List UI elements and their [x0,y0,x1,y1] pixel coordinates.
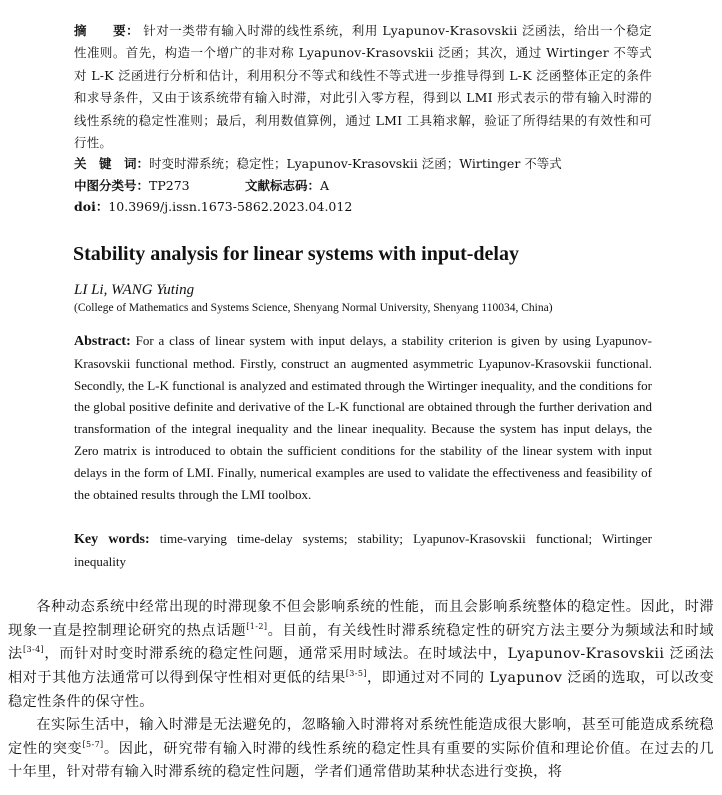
doc-code-label: 文献标志码： [245,178,321,193]
affiliation: (College of Mathematics and Systems Science, Shenyang Normal University, Shenyang 110034, China) [74,302,553,314]
intro-p2-text-b: 。因此，研究带有输入时滞的线性系统的稳定性具有重要的实际价值和理论价值。在过去的几十年里，针对带有输入时滞系统的稳定性问题，学者们通常借助某种状态进行变换，将 [8,740,714,781]
citation-2: [3-4] [22,645,45,655]
intro-p2-text-a: 在实际生活中，输入时滞是无法避免的，忽略输入时滞将对系统性能造成很大影响，甚至可能造成系统稳定性的突变 [8,717,714,757]
citation-1: [1-2] [246,621,268,631]
cn-keywords [74,154,652,174]
cn-keywords-label: 关 键 词： [74,156,150,171]
en-keywords-label: Key words: [74,532,150,547]
classification-line [74,176,652,196]
citation-3: [3-5] [345,669,367,679]
en-abstract [74,330,652,505]
cn-keywords-text: 时变时滞系统；稳定性；Lyapunov-Krasovskii 泛函；Wirtinger 不等式 [149,156,562,171]
cn-abstract [74,20,652,154]
intro-p1-text-c: ，而针对时变时滞系统的稳定性问题，通常采用时域法。在时域法中，Lyapunov-Krasovskii 泛函法相对于其他方法通常可以得到保守性相对更低的结果 [8,646,714,687]
citation-4: [5-7] [82,739,104,749]
doi-line [74,197,652,217]
intro-paragraph-2 [8,714,714,785]
intro-p1-text-d: ，即通过对不同的 Lyapunov 泛函的选取，可以改变稳定性条件的保守性。 [8,670,715,710]
doc-code-value: A [320,178,330,193]
en-keywords [74,528,652,573]
intro-p1-text-a: 各种动态系统中经常出现的时滞现象不但会影响系统的性能，而且会影响系统整体的稳定性。因此，时滞现象一直是控制理论研究的热点话题 [8,599,714,639]
paper-title-en: Stability analysis for linear systems with input-delay [73,243,519,265]
en-abstract-text: For a class of linear system with input delays, a stability criterion is given by using Lyapunov-Krasovskii functional method. Firstly, construct an augmented asymmetric Lyapunov-Krasovskii functional. Secondly, the L-K functional is analyzed and estimated through the Wirtinger inequality, and the conditions for the global positive definite and derivative of the L-K functional are obtained through the further derivation and transformation of the integral inequality and the linear inequality. Because the system has input delays, the Zero matrix is introduced to obtain the sufficient conditions for the stability of the linear system with input delays in the form of LMI. Finally, numerical examples are used to validate the effectiveness and feasibility of the obtained results through the LMI toolbox. [74,333,652,502]
en-abstract-label: Abstract: [74,334,131,349]
clc-label: 中图分类号： [74,178,150,193]
en-keywords-text: time-varying time-delay systems; stability; Lyapunov-Krasovskii functional; Wirtinger inequality [74,531,653,569]
clc-value: TP273 [149,178,190,193]
intro-paragraph-1 [8,596,714,715]
cn-abstract-text: 针对一类带有输入时滞的线性系统，利用 Lyapunov-Krasovskii 泛函法，给出一个稳定性准则。首先，构造一个增广的非对称 Lyapunov-Krasovskii 泛函；其次，通过 Wirtinger 不等式对 L-K 泛函进行分析和估计，利用积分不等式和线性不等式进一步推导得到 L-K 泛函整体正定的条件和求导条件，又由于该系统带有输入时滞，对此引入零方程，得到以 LMI 形式表示的带有输入时滞的线性系统的稳定性准则；最后，利用数值算例，通过 LMI 工具箱求解，验证了所得结果的有效性和可行性。 [74,23,652,151]
doi-label: doi： [74,199,109,214]
intro-p1-text-b: 。目前，有关线性时滞系统稳定性的研究方法主要分为频域法和时域法 [8,622,714,663]
cn-abstract-label: 摘 要： [74,23,140,38]
authors: LI Li, WANG Yuting [74,282,195,298]
doi-value: 10.3969/j.issn.1673-5862.2023.04.012 [108,199,353,214]
